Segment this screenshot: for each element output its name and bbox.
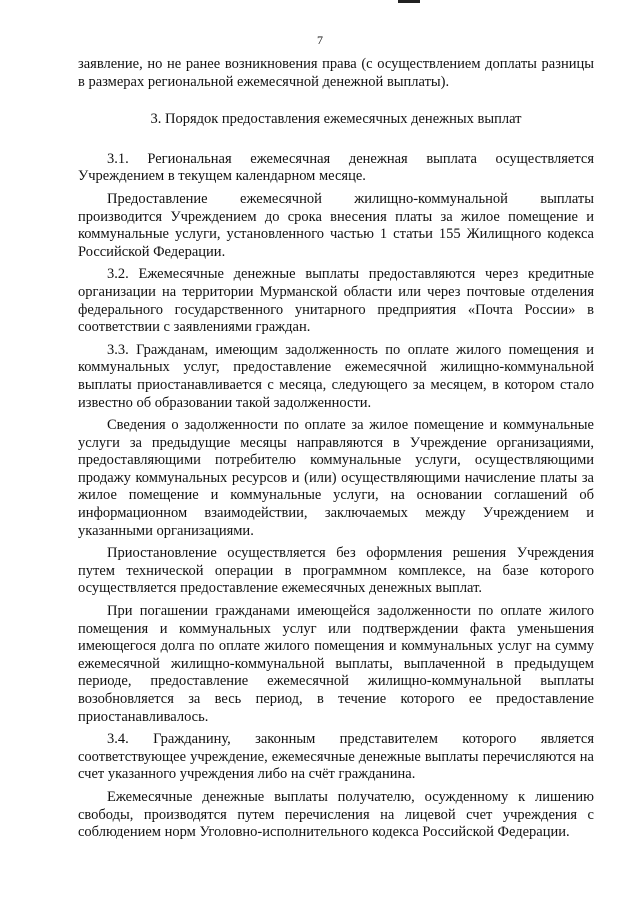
paragraph-housing-payment: Предоставление ежемесячной жилищно-коммунальной выплаты производится Учреждением до срока внесения платы за жилое помещение и коммунальные услуги, установленного частью 1 статьи 155 Жилищного кодекса Российской Федерации. bbox=[78, 190, 594, 260]
paragraph-resumption: При погашении гражданами имеющейся задолженности по оплате жилого помещения и коммунальных услуг или подтверждении факта уменьшения имеющегося долга по оплате жилого помещения и коммунальных услуг на сумму ежемесячной жилищно-коммунальной выплаты, выплаченной в предыдущем периоде, предоставление ежемесячной жилищно-коммунальной выплаты возобновляется за весь период, в течение которого ее предоставление приостанавливалось. bbox=[78, 603, 594, 725]
paragraph-3-3: 3.3. Гражданам, имеющим задолженность по оплате жилого помещения и коммунальных услуг, предоставление ежемесячной жилищно-коммунальной выплаты приостанавливается с месяца, следующего за месяцем, в котором стало известно об образовании такой задолженности. bbox=[78, 341, 594, 411]
document-body bbox=[78, 56, 594, 842]
paragraph-debt-info: Сведения о задолженности по оплате за жилое помещение и коммунальные услуги за предыдущие месяцы направляются в Учреждение организациями, предоставляющими потребителю коммунальные услуги, осуществляющими продажу коммунальных ресурсов и (или) осуществляющими начисление платы за жилое помещение и коммунальные услуги, на основании соглашений об информационном взаимодействии, заключаемых между Учреждением и указанными организациями. bbox=[78, 417, 594, 539]
section-heading: 3. Порядок предоставления ежемесячных денежных выплат bbox=[150, 111, 522, 128]
paragraph-3-4: 3.4. Гражданину, законным представителем которого является соответствующее учреждение, ежемесячные денежные выплаты перечисляются на счет указанного учреждения либо на счёт гражданина. bbox=[78, 731, 594, 783]
page-number: 7 bbox=[317, 33, 323, 47]
paragraph-prisoners: Ежемесячные денежные выплаты получателю, осужденному к лишению свободы, производятся путем перечисления на лицевой счет учреждения с соблюдением норм Уголовно-исполнительного кодекса Российской Федерации. bbox=[78, 788, 594, 841]
paragraph-3-1: 3.1. Региональная ежемесячная денежная выплата осуществляется Учреждением в текущем календарном месяце. bbox=[78, 150, 594, 185]
paragraph-suspension: Приостановление осуществляется без оформления решения Учреждения путем технической операции в программном комплексе, на базе которого осуществляется предоставление ежемесячных денежных выплат. bbox=[78, 545, 594, 597]
paragraph-3-2: 3.2. Ежемесячные денежные выплаты предоставляются через кредитные организации на территории Мурманской области или через почтовые отделения федерального государственного унитарного предприятия «Почта России» в соответствии с заявлениями граждан. bbox=[78, 266, 594, 336]
top-edge-mark bbox=[398, 0, 420, 3]
paragraph-continuation: заявление, но не ранее возникновения права (с осуществлением доплаты разницы в размерах региональной ежемесячной денежной выплаты). bbox=[78, 56, 594, 90]
